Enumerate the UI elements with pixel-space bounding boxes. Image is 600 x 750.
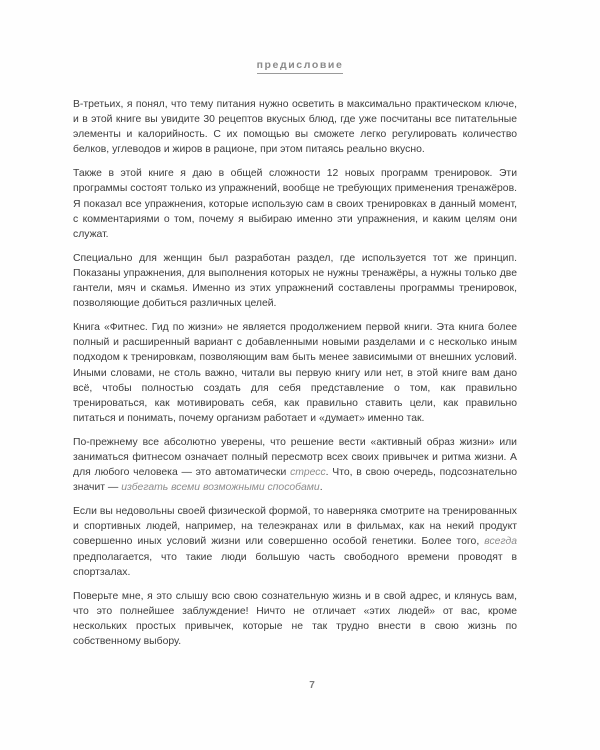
emphasis-text: стресс [290, 467, 326, 479]
paragraph-text: предполагается, что такие люди большую часть свободного времени проводят в спортзалах. [73, 551, 517, 578]
paragraph: Поверьте мне, я это слышу всю свою сознательную жизнь и в свой адрес, и клянусь вам, что это полнейшее заблуждение! Ничто не отличает «этих людей» от вас, кроме нескольких простых привычек, которые не так трудно внести в свою жизнь по собственному выбору. [73, 590, 517, 647]
emphasis-text: избегать всеми возможными способами [121, 482, 320, 494]
emphasis-text: всегда [484, 536, 517, 548]
paragraph-text: По-прежнему все абсолютно уверены, что решение вести «активный образ жизни» или заниматься фитнесом означает полный пересмотр всех своих привычек и ритма жизни. А для любого человека — это автоматически [73, 436, 517, 479]
paragraph: В-третьих, я понял, что тему питания нужно осветить в максимально практическом ключе, и в этой книге вы увидите 30 рецептов вкусных блюд, где уже посчитаны все питательные элементы и калорийность. С их помощью вы сможете легко регулировать количество белков, углеводов и жиров в рационе, при этом питаясь реально вкусно. [73, 99, 517, 156]
page-number: 7 [309, 680, 315, 691]
paragraph [73, 435, 517, 495]
paragraph: Также в этой книге я даю в общей сложности 12 новых программ тренировок. Эти программы состоят только из упражнений, вообще не требующих применения тренажёров. Я показал все упражнения, которые использую сам в своих тренировках в данный момент, с комментариями о том, почему я выбираю именно эти упражнения, и каким целям они служат. [73, 168, 517, 240]
body-text [73, 97, 517, 658]
paragraph-text: . Что, в свою очередь, подсознательно значит — [73, 467, 517, 494]
running-head-title: предисловие [257, 59, 344, 74]
paragraph: Книга «Фитнес. Гид по жизни» не является продолжением первой книги. Эта книга более полный и расширенный вариант с добавленными новыми разделами и с несколько иным подходом к тренировкам, позволяющим вам быть менее зависимыми от внешних условий. Иными словами, не столь важно, читали вы первую книгу или нет, в этой книге вам дано всё, чтобы полностью создать для себя представление о том, как правильно тренироваться, как мотивировать себя, как правильно ставить цели, как правильно питаться и понимать, почему организм работает и «думает» именно так. [73, 322, 517, 424]
paragraph: Специально для женщин был разработан раздел, где используется тот же принцип. Показаны упражнения, для выполнения которых не нужны тренажёры, а нужны только две гантели, мяч и скамья. Именно из этих упражнений составлены программы тренировок, позволяющие добиться различных целей. [73, 252, 517, 310]
paragraph-text: . [319, 482, 323, 494]
paragraph [73, 504, 517, 579]
paragraph-text: Если вы недовольны своей физической формой, то наверняка смотрите на тренированных и спортивных людей, например, на телеэкранах или в фильмах, как на некий продукт совершенно иных условий жизни или совершенно особой генетики. Более того, [73, 506, 517, 548]
running-head [0, 59, 600, 74]
